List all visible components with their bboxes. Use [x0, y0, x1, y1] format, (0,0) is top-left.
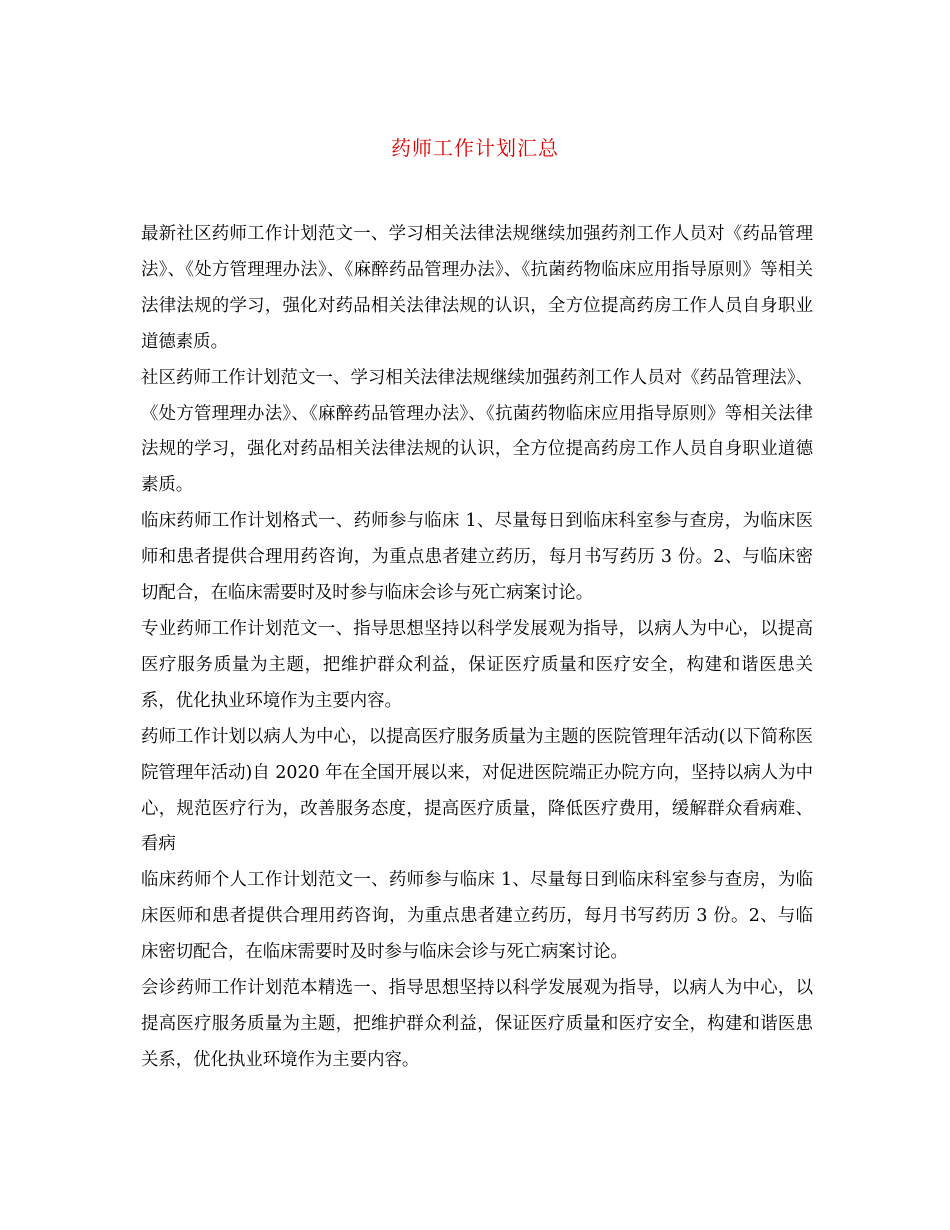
paragraph-3: 临床药师工作计划格式一、药师参与临床 1、尽量每日到临床科室参与查房，为临床医师和患者提供合理用药咨询，为重点患者建立药历，每月书写药历 3 份。2、与临床密切配合，在临床需要时及时参与临床会诊与死亡病案讨论。 — [141, 511, 813, 604]
paragraph-2: 社区药师工作计划范文一、学习相关法律法规继续加强药剂工作人员对《药品管理法》、《处方管理理办法》、《麻醉药品管理办法》、《抗菌药物临床应用指导原则》等相关法律法规的学习，强化对药品相关法律法规的认识，全方位提高药房工作人员自身职业道德素质。 — [141, 367, 813, 496]
paragraph-7: 会诊药师工作计划范本精选一、指导思想坚持以科学发展观为指导，以病人为中心，以提高医疗服务质量为主题，把维护群众利益，保证医疗质量和医疗安全，构建和谐医患关系，优化执业环境作为主要内容。 — [141, 978, 813, 1070]
paragraph-4: 专业药师工作计划范文一、指导思想坚持以科学发展观为指导，以病人为中心，以提高医疗服务质量为主题，把维护群众利益，保证医疗质量和医疗安全，构建和谐医患关系，优化执业环境作为主要内容。 — [141, 618, 813, 711]
paragraph-5: 药师工作计划以病人为中心，以提高医疗服务质量为主题的医院管理年活动(以下简称医院管理年活动)自 2020 年在全国开展以来，对促进医院端正办院方向，坚持以病人为中心，规范医疗行为，改善服务态度，提高医疗质量，降低医疗费用，缓解群众看病难、看病 — [141, 726, 813, 855]
document-body — [141, 217, 813, 1079]
document-title: 药师工作计划汇总 — [391, 136, 559, 160]
paragraph-1: 最新社区药师工作计划范文一、学习相关法律法规继续加强药剂工作人员对《药品管理法》、《处方管理理办法》、《麻醉药品管理办法》、《抗菌药物临床应用指导原则》等相关法律法规的学习，强化对药品相关法律法规的认识，全方位提高药房工作人员自身职业道德素质。 — [141, 224, 813, 352]
paragraph-6: 临床药师个人工作计划范文一、药师参与临床 1、尽量每日到临床科室参与查房，为临床医师和患者提供合理用药咨询，为重点患者建立药历，每月书写药历 3 份。2、与临床密切配合，在临床需要时及时参与临床会诊与死亡病案讨论。 — [141, 870, 813, 963]
